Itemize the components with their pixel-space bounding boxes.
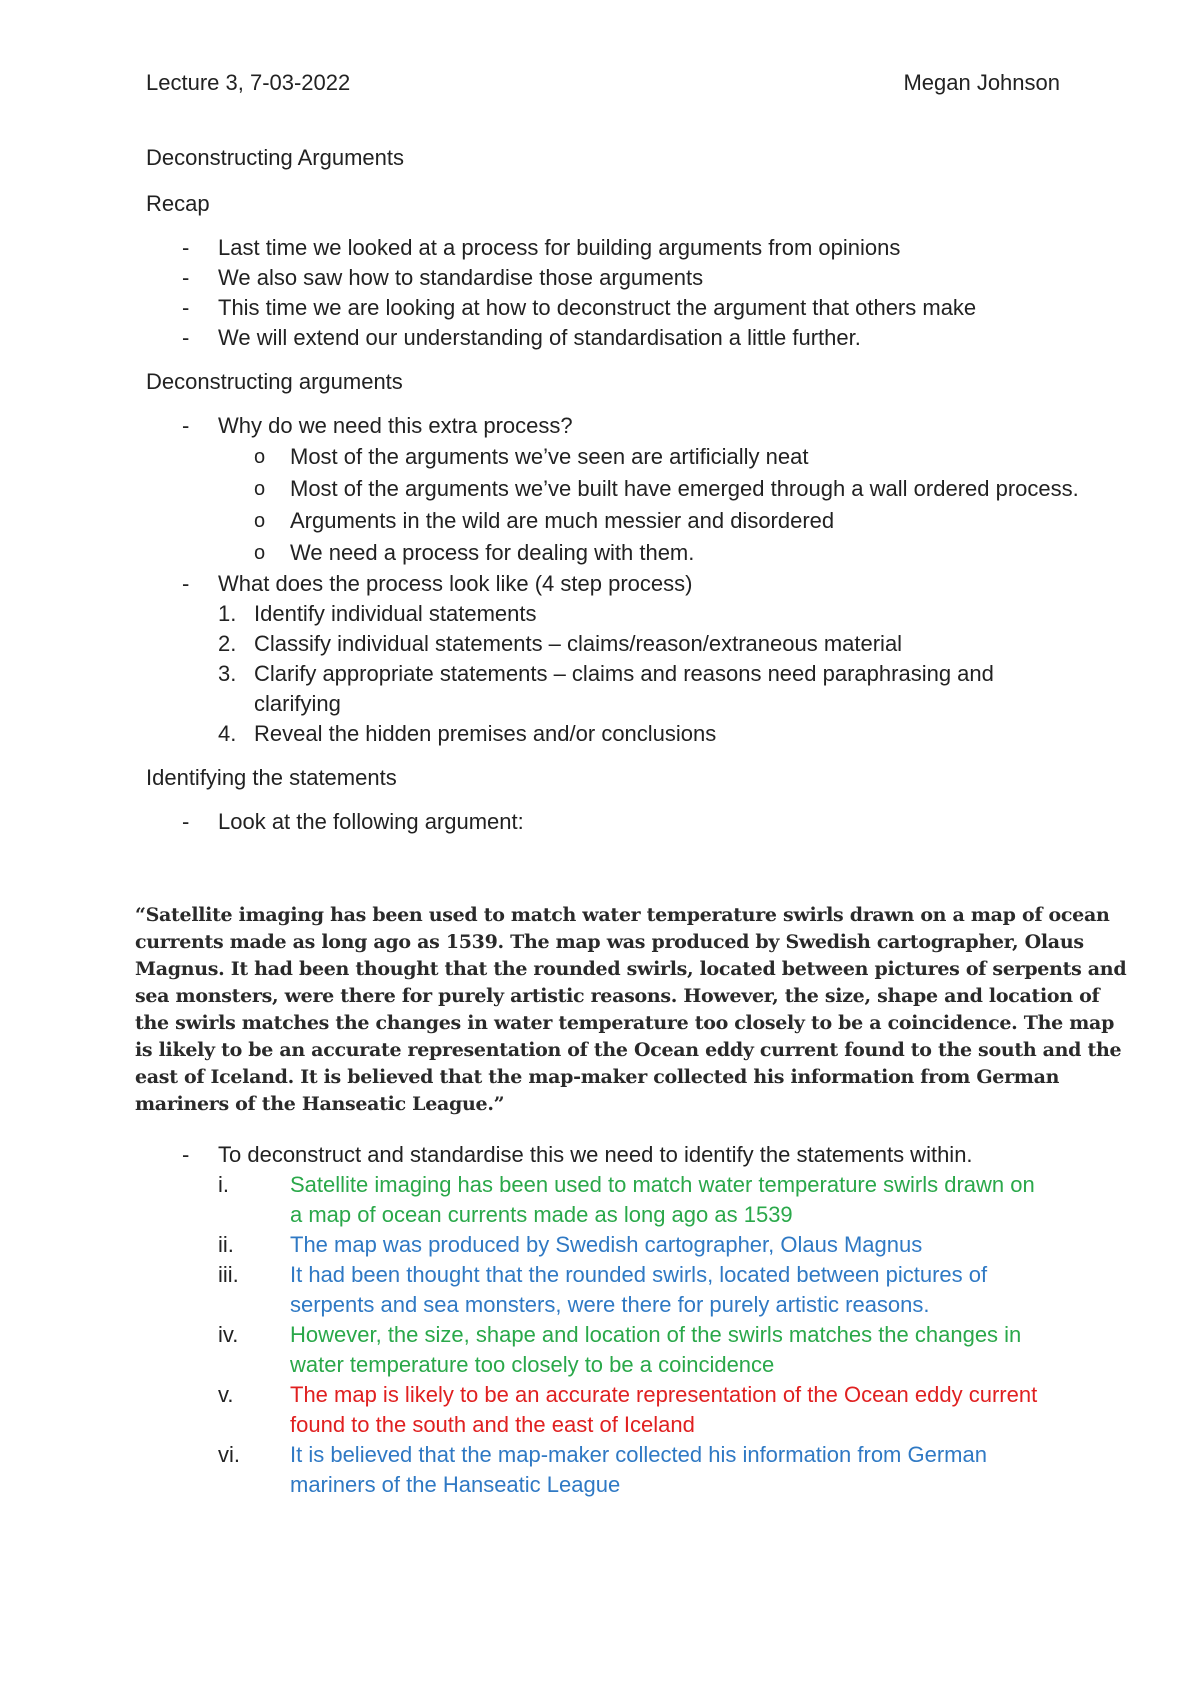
list-item: - We will extend our understanding of standardisation a little further. bbox=[182, 325, 861, 350]
deconstructing-list bbox=[146, 411, 1086, 441]
statement-item: vi. It is believed that the map-maker collected his information from German mariners of the Hanseatic League bbox=[218, 1442, 987, 1497]
statement-item: iv. However, the size, shape and location of the swirls matches the changes in water temperature too closely to be a coincidence bbox=[218, 1322, 1022, 1377]
recap-heading: Recap bbox=[146, 191, 210, 216]
list-item: o Arguments in the wild are much messier and disordered bbox=[254, 508, 835, 533]
recap-list bbox=[146, 233, 1086, 353]
list-item: - What does the process look like (4 step process) bbox=[182, 571, 693, 596]
list-item: 2. Classify individual statements – claims/reason/extraneous material bbox=[218, 631, 903, 656]
list-item: - This time we are looking at how to deconstruct the argument that others make bbox=[182, 295, 977, 320]
why-sublist bbox=[218, 441, 1086, 569]
page-header bbox=[146, 70, 1060, 102]
statement-item: ii. The map was produced by Swedish cartographer, Olaus Magnus bbox=[218, 1232, 923, 1257]
statement-item: v. The map is likely to be an accurate representation of the Ocean eddy current found to the south and the east of Iceland bbox=[218, 1382, 1038, 1437]
document-title: Deconstructing Arguments bbox=[146, 145, 405, 170]
list-item: 1. Identify individual statements bbox=[218, 601, 537, 626]
list-item: - Last time we looked at a process for building arguments from opinions bbox=[182, 235, 901, 260]
author-name: Megan Johnson bbox=[903, 70, 1060, 95]
list-item: o Most of the arguments we’ve seen are artificially neat bbox=[254, 444, 809, 469]
document-body bbox=[146, 143, 1086, 837]
identifying-list bbox=[146, 807, 1086, 837]
list-item: o Most of the arguments we’ve built have emerged through a wall ordered process. bbox=[254, 476, 1079, 501]
statement-item: iii. It had been thought that the rounded swirls, located between pictures of serpents and sea monsters, were there for purely artistic reasons. bbox=[218, 1262, 988, 1317]
list-item: - We also saw how to standardise those arguments bbox=[182, 265, 704, 290]
list-item: - To deconstruct and standardise this we need to identify the statements within. bbox=[182, 1142, 973, 1167]
list-item: 3. Clarify appropriate statements – claims and reasons need paraphrasing and clarifying bbox=[218, 661, 994, 716]
list-item: - Look at the following argument: bbox=[182, 809, 524, 834]
process-steps bbox=[218, 599, 1086, 749]
process-list bbox=[146, 569, 1086, 599]
list-item: 4. Reveal the hidden premises and/or conclusions bbox=[218, 721, 717, 746]
identifying-heading: Identifying the statements bbox=[146, 765, 397, 790]
argument-quote: “Satellite imaging has been used to match water temperature swirls drawn on a map of ocean currents made as long ago as 1539. The map was produced by Swedish cartographer, Olaus Magnus. It had been thought that the rounded swirls, located between pictures of serpents and sea monsters, were there for purely artistic reasons. However, the size, shape and location of the swirls matches the changes in water temperature too closely to be a coincidence. The map is likely to be an accurate representation of the Ocean eddy current found to the south and the east of Iceland. It is believed that the map-maker collected his information from German mariners of the Hanseatic League.” bbox=[135, 904, 1127, 1115]
deconstruct-list bbox=[146, 1140, 1086, 1170]
statements-section bbox=[146, 1140, 1086, 1500]
statement-item: i. Satellite imaging has been used to match water temperature swirls drawn on a map of ocean currents made as long ago as 1539 bbox=[218, 1172, 1035, 1227]
statement-list bbox=[218, 1170, 1038, 1500]
lecture-label: Lecture 3, 7-03-2022 bbox=[146, 70, 351, 95]
deconstructing-heading: Deconstructing arguments bbox=[146, 369, 403, 394]
list-item: - Why do we need this extra process? bbox=[182, 413, 573, 438]
list-item: o We need a process for dealing with them. bbox=[254, 540, 695, 565]
